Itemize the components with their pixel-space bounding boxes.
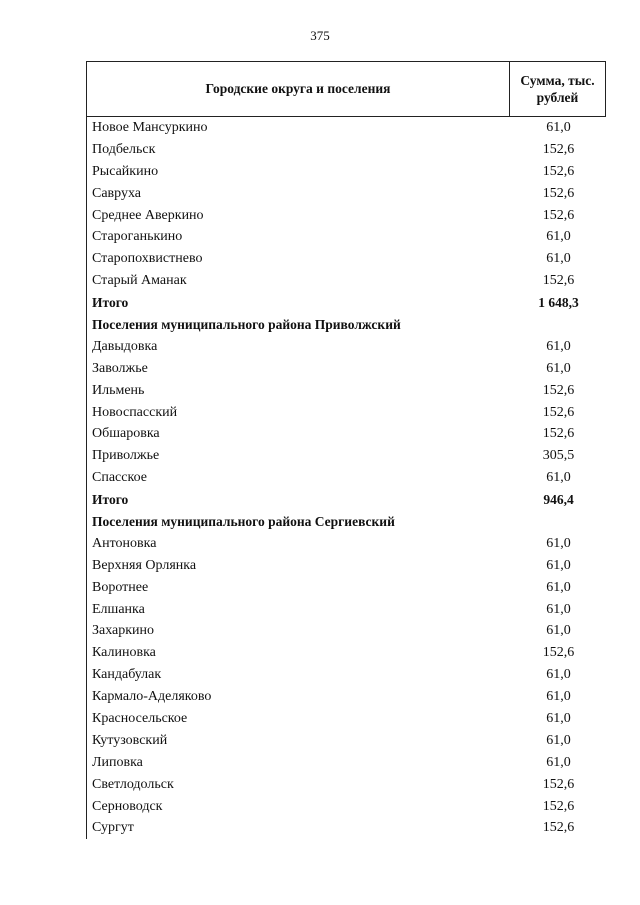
amount-value: 946,4 [543,492,574,508]
table-row [87,533,606,555]
amount-value: 152,6 [542,645,575,661]
settlement-name: Липовка [92,754,143,770]
settlement-name: Антоновка [92,535,157,551]
table-row [87,730,606,752]
table-row [87,599,606,621]
table-row [87,358,606,380]
total-row [87,292,606,314]
settlement-name: Сургут [92,820,134,836]
table-row [87,402,606,424]
settlement-name: Давыдовка [92,338,158,354]
section-title: Поселения муниципального района Сергиевский [92,513,395,529]
settlement-name: Елшанка [92,601,145,617]
settlement-name: Кандабулак [92,667,162,683]
amount-value: 152,6 [542,163,575,179]
amount-value: 152,6 [542,776,575,792]
settlement-name: Красносельское [92,710,188,726]
settlement-name: Среднее Аверкино [92,207,204,223]
table-row [87,620,606,642]
settlement-name: Верхняя Орлянка [92,557,197,573]
table-row [87,117,606,139]
table-header [86,61,606,117]
amount-value: 152,6 [542,185,575,201]
amount-value: 61,0 [546,579,571,595]
amount-value: 152,6 [542,207,575,223]
settlement-name: Итого [92,295,129,311]
amount-value: 61,0 [546,360,571,376]
settlement-name: Староганькино [92,229,183,245]
header-sum-line2: рублей [536,90,579,105]
amount-value: 61,0 [546,601,571,617]
amount-value: 61,0 [546,732,571,748]
amount-value: 152,6 [542,820,575,836]
table-row [87,270,606,292]
table-row [87,686,606,708]
amount-value: 61,0 [546,623,571,639]
table-row [87,577,606,599]
settlement-name: Приволжье [92,448,160,464]
amount-value: 61,0 [546,338,571,354]
settlement-name: Светлодольск [92,776,174,792]
settlement-name: Заволжье [92,360,148,376]
settlement-name: Старый Аманак [92,273,187,289]
table-row [87,752,606,774]
header-sum-column [510,62,605,116]
table-row [87,139,606,161]
settlement-name: Захаркино [92,623,155,639]
header-name-column: Городские округа и поселения [87,62,510,116]
amount-value: 61,0 [546,667,571,683]
amount-value: 61,0 [546,229,571,245]
table-row [87,445,606,467]
amount-value: 152,6 [542,141,575,157]
settlements-table [86,61,606,839]
table-row [87,467,606,489]
amount-value: 152,6 [542,404,575,420]
amount-value: 61,0 [546,689,571,705]
table-row [87,161,606,183]
settlement-name: Обшаровка [92,426,160,442]
table-row [87,226,606,248]
settlement-name: Кармало-Аделяково [92,689,212,705]
amount-value: 61,0 [546,119,571,135]
table-row [87,796,606,818]
settlement-name: Новоспасский [92,404,178,420]
amount-value: 61,0 [546,535,571,551]
table-body [86,117,606,839]
amount-value: 152,6 [542,382,575,398]
table-row [87,555,606,577]
amount-value: 61,0 [546,710,571,726]
settlement-name: Кутузовский [92,732,168,748]
amount-value: 152,6 [542,426,575,442]
table-row [87,423,606,445]
amount-value: 305,5 [542,448,575,464]
amount-value: 61,0 [546,557,571,573]
section-header-row [87,314,606,336]
settlement-name: Серноводск [92,798,163,814]
table-row [87,664,606,686]
amount-value: 61,0 [546,754,571,770]
settlement-name: Спасское [92,470,147,486]
settlement-name: Подбельск [92,141,156,157]
table-row [87,774,606,796]
amount-value: 1 648,3 [538,295,579,311]
settlement-name: Воротнее [92,579,149,595]
table-row [87,248,606,270]
settlement-name: Старопохвистнево [92,251,203,267]
total-row [87,489,606,511]
settlement-name: Калиновка [92,645,156,661]
amount-value: 152,6 [542,273,575,289]
table-row [87,336,606,358]
table-row [87,818,606,840]
settlement-name: Савруха [92,185,142,201]
settlement-name: Итого [92,492,129,508]
settlement-name: Новое Мансуркино [92,119,208,135]
table-row [87,205,606,227]
amount-value: 61,0 [546,470,571,486]
page-number: 375 [310,28,330,43]
table-row [87,380,606,402]
table-row [87,642,606,664]
table-row [87,183,606,205]
table-row [87,708,606,730]
amount-value: 152,6 [542,798,575,814]
header-sum-line1: Сумма, тыс. [520,73,595,88]
section-header-row [87,511,606,533]
settlement-name: Рысайкино [92,163,159,179]
section-title: Поселения муниципального района Приволжский [92,316,401,332]
settlement-name: Ильмень [92,382,145,398]
amount-value: 61,0 [546,251,571,267]
